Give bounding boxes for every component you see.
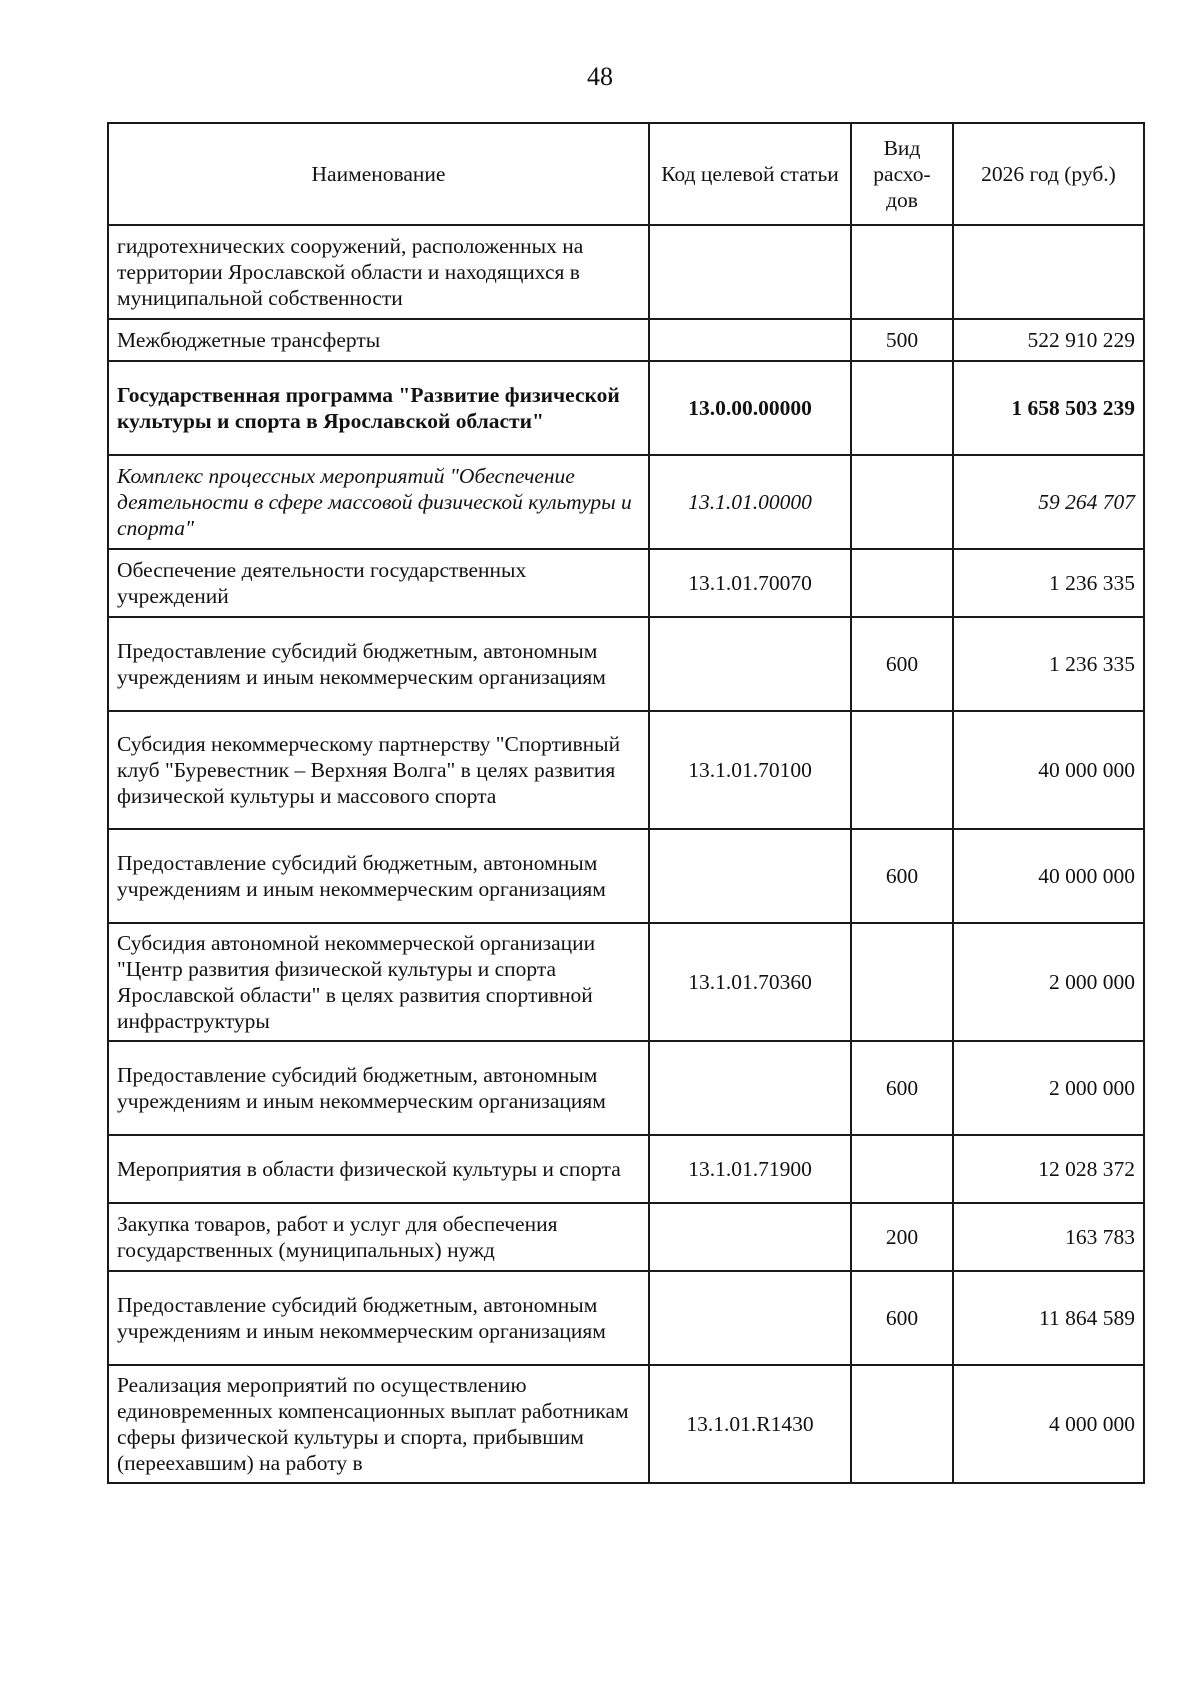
cell-expense-type [851,1365,953,1483]
cell-name: Реализация мероприятий по осуществлению единовременных компенсационных выплат работникам сферы физической культуры и спорта, прибывшим (переехавшим) на работу в [108,1365,649,1483]
table-header-row [108,123,1144,225]
cell-target-code [649,617,851,711]
table-row [108,617,1144,711]
cell-amount: 2 000 000 [953,923,1144,1041]
cell-amount: 163 783 [953,1203,1144,1271]
cell-amount: 1 236 335 [953,617,1144,711]
header-amount-2026: 2026 год (руб.) [953,123,1144,225]
cell-expense-type: 600 [851,1271,953,1365]
cell-name: Предоставление субсидий бюджетным, автономным учреждениям и иным некоммерческим организациям [108,1271,649,1365]
cell-target-code: 13.1.01.70100 [649,711,851,829]
cell-name: гидротехнических сооружений, расположенных на территории Ярославской области и находящихся в муниципальной собственности [108,225,649,319]
cell-name: Субсидия автономной некоммерческой организации "Центр развития физической культуры и спорта Ярославской области" в целях развития спортивной инфраструктуры [108,923,649,1041]
budget-table [107,122,1145,1484]
cell-target-code [649,829,851,923]
cell-target-code: 13.1.01.70070 [649,549,851,617]
cell-amount: 4 000 000 [953,1365,1144,1483]
cell-name: Субсидия некоммерческому партнерству "Спортивный клуб "Буревестник – Верхняя Волга" в целях развития физической культуры и массового спорта [108,711,649,829]
header-expense-type: Вид расхо-дов [851,123,953,225]
cell-expense-type [851,361,953,455]
table-body [108,225,1144,1483]
cell-target-code [649,319,851,361]
cell-target-code [649,1271,851,1365]
cell-name: Комплекс процессных мероприятий "Обеспечение деятельности в сфере массовой физической культуры и спорта" [108,455,649,549]
cell-name: Предоставление субсидий бюджетным, автономным учреждениям и иным некоммерческим организациям [108,1041,649,1135]
cell-target-code: 13.0.00.00000 [649,361,851,455]
table-row [108,1271,1144,1365]
cell-expense-type [851,549,953,617]
cell-target-code: 13.1.01.70360 [649,923,851,1041]
cell-amount: 1 658 503 239 [953,361,1144,455]
table-row [108,455,1144,549]
cell-amount: 2 000 000 [953,1041,1144,1135]
table-row [108,1203,1144,1271]
table-row [108,829,1144,923]
cell-name: Обеспечение деятельности государственных учреждений [108,549,649,617]
cell-expense-type: 500 [851,319,953,361]
cell-expense-type: 600 [851,617,953,711]
cell-amount: 522 910 229 [953,319,1144,361]
cell-amount: 12 028 372 [953,1135,1144,1203]
cell-expense-type [851,923,953,1041]
cell-target-code [649,1203,851,1271]
cell-expense-type: 600 [851,1041,953,1135]
cell-amount: 40 000 000 [953,711,1144,829]
cell-target-code [649,225,851,319]
header-target-code: Код целевой статьи [649,123,851,225]
table-row [108,1041,1144,1135]
table-row [108,225,1144,319]
cell-target-code: 13.1.01.71900 [649,1135,851,1203]
table-row [108,549,1144,617]
cell-amount: 40 000 000 [953,829,1144,923]
table-row [108,1135,1144,1203]
cell-name: Предоставление субсидий бюджетным, автономным учреждениям и иным некоммерческим организациям [108,829,649,923]
cell-amount [953,225,1144,319]
table-row [108,361,1144,455]
header-name: Наименование [108,123,649,225]
cell-name: Предоставление субсидий бюджетным, автономным учреждениям и иным некоммерческим организациям [108,617,649,711]
cell-amount: 11 864 589 [953,1271,1144,1365]
cell-name: Закупка товаров, работ и услуг для обеспечения государственных (муниципальных) нужд [108,1203,649,1271]
cell-expense-type [851,711,953,829]
cell-expense-type [851,225,953,319]
table-row [108,711,1144,829]
table-row [108,1365,1144,1483]
cell-target-code: 13.1.01.R1430 [649,1365,851,1483]
cell-expense-type: 600 [851,829,953,923]
cell-target-code: 13.1.01.00000 [649,455,851,549]
cell-name: Мероприятия в области физической культуры и спорта [108,1135,649,1203]
table-row [108,319,1144,361]
cell-name: Государственная программа "Развитие физической культуры и спорта в Ярославской области" [108,361,649,455]
cell-target-code [649,1041,851,1135]
cell-amount: 59 264 707 [953,455,1144,549]
cell-expense-type [851,1135,953,1203]
cell-amount: 1 236 335 [953,549,1144,617]
page-number: 48 [587,62,613,91]
table-row [108,923,1144,1041]
cell-expense-type [851,455,953,549]
cell-name: Межбюджетные трансферты [108,319,649,361]
cell-expense-type: 200 [851,1203,953,1271]
